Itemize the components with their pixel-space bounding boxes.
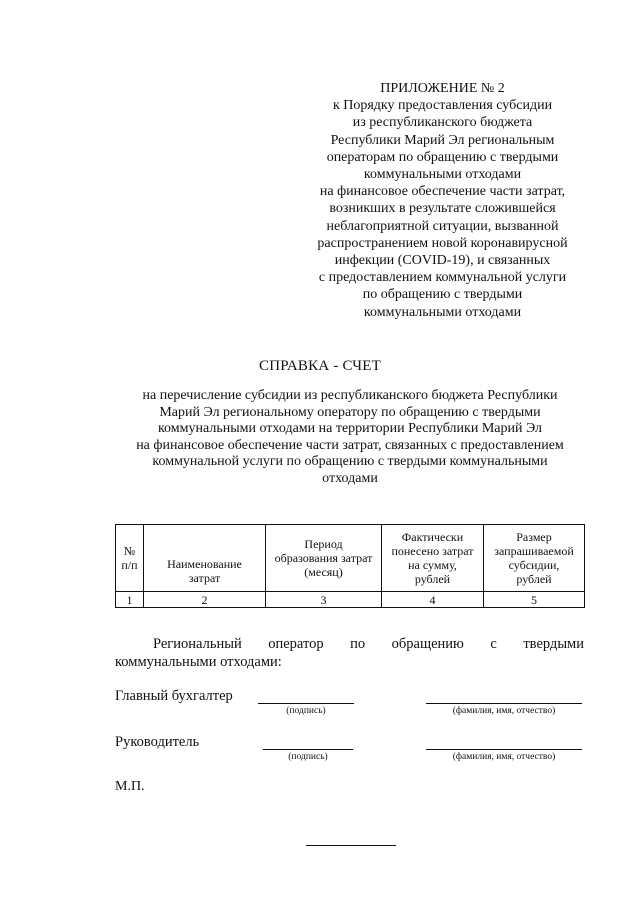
header-number: № п/п <box>116 525 144 592</box>
appendix-line: к Порядку предоставления субсидии <box>332 98 553 114</box>
head-signature-line <box>263 749 353 750</box>
operator-word: оператор <box>268 636 324 652</box>
appendix-line: инфекции (COVID-19), и связанных <box>334 253 551 269</box>
chief-accountant-signature-caption: (подпись) <box>286 706 326 716</box>
chief-accountant-name-caption: (фамилия, имя, отчество) <box>452 706 556 716</box>
subtitle-line: коммунальной услуги по обращению с твердыми коммунальными <box>152 454 548 470</box>
head-name-line <box>426 749 582 750</box>
column-number-cell: 5 <box>484 592 585 608</box>
subtitle-line: на финансовое обеспечение части затрат, связанных с предоставлением <box>136 437 564 453</box>
costs-table <box>115 524 585 608</box>
operator-word: Региональный <box>153 636 242 652</box>
head-name-caption: (фамилия, имя, отчество) <box>452 752 556 762</box>
subtitle-line: Марий Эл региональному оператору по обращению с твердыми <box>159 404 541 420</box>
chief-accountant-name-line <box>426 703 582 704</box>
appendix-line: на финансовое обеспечение части затрат, <box>319 184 566 200</box>
operator-statement <box>115 636 584 653</box>
appendix-line: операторам по обращению с твердыми <box>326 149 559 165</box>
stamp-place: М.П. <box>115 779 145 794</box>
column-number-cell: 2 <box>144 592 266 608</box>
operator-statement-continuation: коммунальными отходами: <box>115 654 282 670</box>
appendix-line: с предоставлением коммунальной услуги <box>318 270 567 286</box>
head-label: Руководитель <box>115 734 200 750</box>
appendix-line: неблагоприятной ситуации, вызванной <box>326 218 559 234</box>
appendix-line: ПРИЛОЖЕНИЕ № 2 <box>380 81 505 96</box>
appendix-line: коммунальными отходами <box>363 167 522 183</box>
header-requested-subsidy: Размер запрашиваемой субсидии, рублей <box>484 525 585 592</box>
appendix-line: распространением новой коронавирусной <box>317 235 568 251</box>
appendix-line: возникших в результате сложившейся <box>329 201 556 217</box>
subtitle-line: на перечисление субсидии из республиканского бюджета Республики <box>142 388 558 403</box>
header-actual-cost: Фактически понесено затрат на сумму, рублей <box>382 525 484 592</box>
head-signature-caption: (подпись) <box>288 752 328 762</box>
chief-accountant-label: Главный бухгалтер <box>115 688 233 704</box>
table-header-row <box>116 525 585 592</box>
subtitle-line: отходами <box>322 470 378 486</box>
appendix-line: из республиканского бюджета <box>352 115 533 131</box>
column-number-cell: 4 <box>382 592 484 608</box>
subtitle-line: коммунальными отходами на территории Республики Марий Эл <box>157 421 543 437</box>
table-row <box>116 592 585 608</box>
appendix-line: по обращению с твердыми <box>362 287 523 303</box>
operator-word: обращению <box>391 636 464 652</box>
bottom-divider <box>306 845 396 846</box>
operator-word: с <box>490 636 497 652</box>
document-subtitle <box>100 388 600 488</box>
chief-accountant-signature-line <box>258 703 354 704</box>
document-title: СПРАВКА - СЧЕТ <box>259 358 381 374</box>
column-number-cell: 1 <box>116 592 144 608</box>
appendix-line: Республики Марий Эл региональным <box>330 132 555 148</box>
column-number-cell: 3 <box>266 592 382 608</box>
appendix-header <box>300 80 585 321</box>
appendix-line: коммунальными отходами <box>363 304 522 320</box>
header-cost-name: Наименование затрат <box>144 525 266 592</box>
header-period: Период образования затрат (месяц) <box>266 525 382 592</box>
operator-word: по <box>350 636 366 652</box>
operator-word: твердыми <box>523 636 584 652</box>
